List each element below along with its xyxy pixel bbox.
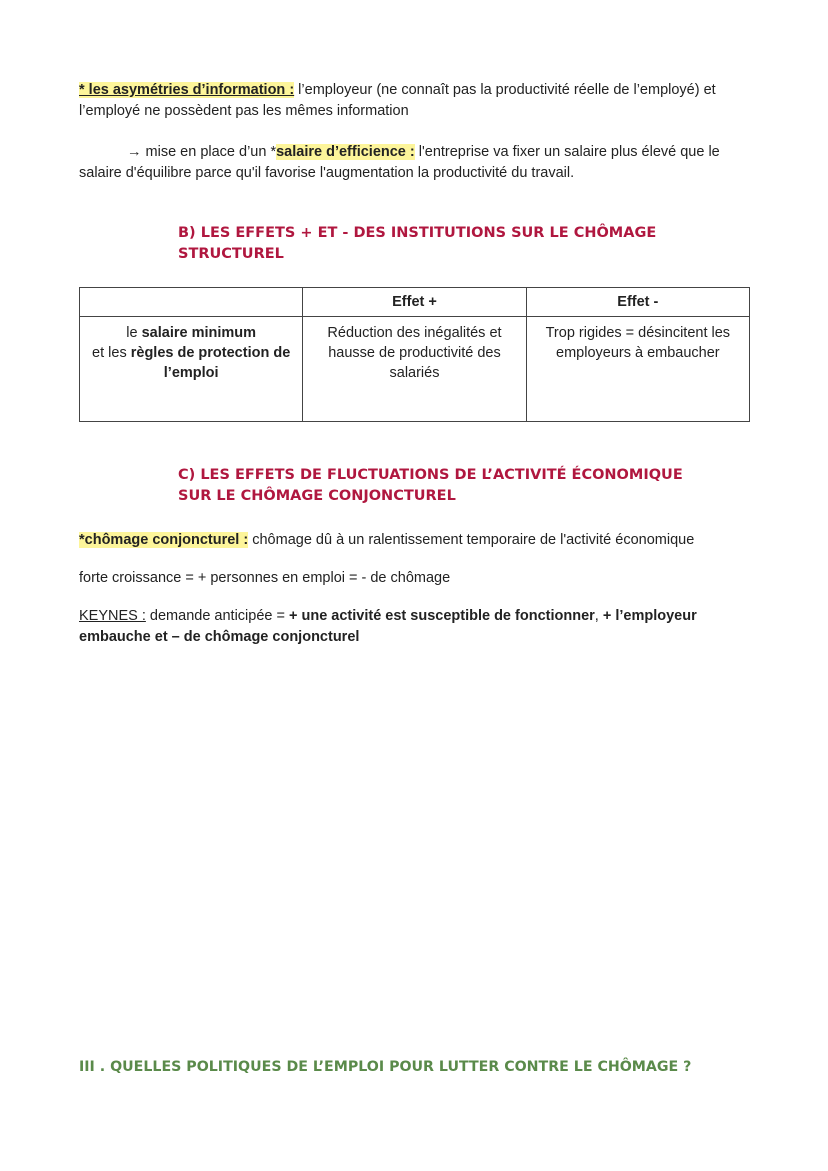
table-row	[80, 317, 750, 422]
table-cell-effet-moins: Trop rigides = désincitent les employeurs à embaucher	[526, 317, 749, 422]
section-b-heading	[178, 223, 758, 265]
table-header-row	[80, 288, 750, 317]
cell-bold-salaire-minimum: salaire minimum	[141, 325, 257, 341]
conjoncturel-text: chômage dû à un ralentissement temporaire de l'activité économique	[248, 532, 695, 548]
section-c-heading	[178, 465, 758, 507]
croissance-paragraph: forte croissance = + personnes en emploi = - de chômage	[79, 570, 451, 586]
asymetries-paragraph	[79, 80, 749, 122]
conjoncturel-term: *chômage conjoncturel :	[79, 532, 249, 548]
section-c-heading-line2: SUR LE CHÔMAGE CONJONCTUREL	[178, 488, 456, 504]
table-header-empty	[80, 288, 303, 317]
institutions-table	[79, 287, 750, 422]
keynes-label: KEYNES :	[79, 608, 146, 624]
cell-text: le	[126, 325, 142, 341]
efficience-term: salaire d’efficience :	[276, 144, 415, 160]
keynes-text1: demande anticipée =	[145, 608, 289, 624]
section-b-heading-line2: STRUCTUREL	[178, 246, 284, 262]
section-c-heading-line1: C) LES EFFETS DE FLUCTUATIONS DE L’ACTIVITÉ ÉCONOMIQUE	[178, 467, 683, 483]
keynes-paragraph	[79, 606, 749, 648]
table-header-effet-plus: Effet +	[303, 288, 526, 317]
section-iii-heading: III . QUELLES POLITIQUES DE L’EMPLOI POUR LUTTER CONTRE LE CHÔMAGE ?	[79, 1059, 692, 1075]
conjoncturel-paragraph	[79, 530, 749, 551]
table-cell-institutions	[80, 317, 303, 422]
cell-text: et les	[92, 345, 131, 361]
asymetries-text: l’employeur (ne connaît pas la productivité réelle de l’employé) et l’employé ne possèdent pas les mêmes information	[79, 82, 716, 119]
table-cell-effet-plus: Réduction des inégalités et hausse de productivité des salariés	[303, 317, 526, 422]
keynes-bold1: + une activité est susceptible de fonctionner	[288, 608, 595, 624]
keynes-text2: ,	[594, 608, 603, 624]
asymetries-term: * les asymétries d’information :	[79, 82, 295, 98]
cell-bold-regles-protection: règles de protection de l’emploi	[130, 345, 291, 381]
efficience-prefix: → mise en place d’un *	[127, 144, 277, 160]
efficience-text: l'entreprise va fixer un salaire plus élevé que le salaire d'équilibre parce qu'il favorise l'augmentation la productivité du travail.	[79, 144, 720, 181]
section-b-heading-line1: B) LES EFFETS + ET - DES INSTITUTIONS SUR LE CHÔMAGE	[178, 225, 657, 241]
table-header-effet-moins: Effet -	[526, 288, 749, 317]
efficience-paragraph	[79, 142, 749, 184]
keynes-bold2: + l’employeur embauche et – de chômage conjoncturel	[79, 608, 697, 645]
